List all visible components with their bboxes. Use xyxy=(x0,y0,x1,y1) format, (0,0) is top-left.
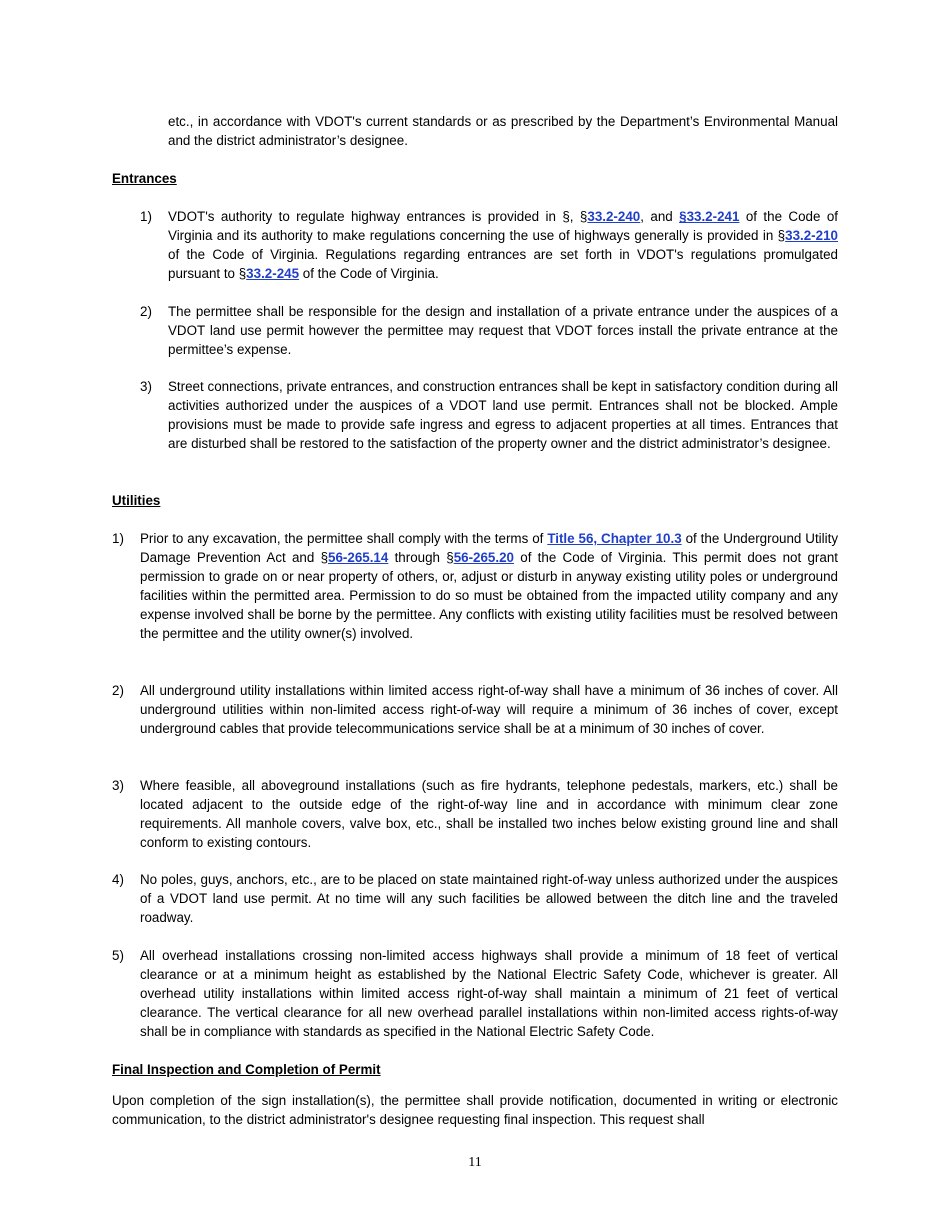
utilities-item-1: Prior to any excavation, the permittee shall comply with the terms of Title 56, Chapter 10.3 of the Underground Utility Damage Prevention Act and §56-265.14 through §56-265.20 of the Code of Virginia. This permit does not grant permission to grade on or near property of others, or, adjust or disturb in anyway existing utility poles or underground facilities within the permitted area. Permission to do so must be obtained from the impacted utility company and any expense involved shall be borne by the permittee. Any conflicts with existing utility facilities must be resolved between the permittee and the utility owner(s) involved. xyxy=(140,531,839,641)
code-link-56-265-20[interactable]: 56-265.20 xyxy=(453,550,514,565)
utilities-item-2-number: 2) xyxy=(112,683,124,698)
entrances-item-2-number: 2) xyxy=(140,304,152,319)
entrances-item-3-number: 3) xyxy=(140,379,152,394)
utilities-item-3-number: 3) xyxy=(112,778,124,793)
code-link-33-2-241[interactable]: §33.2-241 xyxy=(679,209,740,224)
code-link-33-2-245[interactable]: 33.2-245 xyxy=(246,266,300,281)
final-inspection-paragraph: Upon completion of the sign installation(s), the permittee shall provide notification, documented in writing or electronic communication, to the district administrator's designee requesting final inspection. This request shall xyxy=(112,1093,838,1127)
code-link-title-56-chapter-10-3[interactable]: Title 56, Chapter 10.3 xyxy=(547,531,682,546)
page-number: 11 xyxy=(468,1155,482,1170)
entrances-item-2: The permittee shall be responsible for the design and installation of a private entrance under the auspices of a VDOT land use permit however the permittee may request that VDOT forces install the private entrance at the permittee’s expense. xyxy=(168,304,838,357)
utilities-item-2: All underground utility installations within limited access right-of-way shall have a minimum of 36 inches of cover. All underground utilities within non-limited access right-of-way will require a minimum of 36 inches of cover, except underground cables that provide telecommunications service shall be at a minimum of 30 inches of cover. xyxy=(140,683,838,736)
code-link-33-2-210[interactable]: 33.2-210 xyxy=(785,228,838,243)
utilities-item-3: Where feasible, all aboveground installations (such as fire hydrants, telephone pedestals, markers, etc.) shall be located adjacent to the outside edge of the right-of-way line and in accordance with minimum clear zone requirements. All manhole covers, valve box, etc., shall be installed two inches below existing ground line and shall conform to existing contours. xyxy=(140,778,838,850)
utilities-item-1-number: 1) xyxy=(112,531,124,546)
entrances-heading: Entrances xyxy=(112,171,177,186)
utilities-item-4: No poles, guys, anchors, etc., are to be placed on state maintained right-of-way unless authorized under the auspices of a VDOT land use permit. At no time will any such facilities be allowed between the ditch line and the traveled roadway. xyxy=(140,872,838,925)
entrances-item-1-number: 1) xyxy=(140,209,152,224)
utilities-item-4-number: 4) xyxy=(112,872,124,887)
entrances-item-1: VDOT's authority to regulate highway entrances is provided in §, §33.2-240, and §33.2-241 of the Code of Virginia and its authority to make regulations concerning the use of highways generally is provided in §33.2-210 of the Code of Virginia. Regulations regarding entrances are set forth in VDOT's regulations promulgated pursuant to §33.2-245 of the Code of Virginia. xyxy=(168,209,838,281)
code-link-56-265-14[interactable]: 56-265.14 xyxy=(328,550,389,565)
intro-paragraph: etc., in accordance with VDOT's current standards or as prescribed by the Department’s Environmental Manual and the district administrator’s designee. xyxy=(168,114,838,148)
utilities-item-5: All overhead installations crossing non-limited access highways shall provide a minimum of 18 feet of vertical clearance or at a minimum height as established by the National Electric Safety Code, whichever is greater. All overhead utility installations within limited access right-of-way shall maintain a minimum of 21 feet of vertical clearance. The vertical clearance for all new overhead parallel installations within non-limited access rights-of-way shall be in compliance with standards as specified in the National Electric Safety Code. xyxy=(140,948,838,1039)
utilities-item-5-number: 5) xyxy=(112,948,124,963)
entrances-item-3: Street connections, private entrances, and construction entrances shall be kept in satisfactory condition during all activities authorized under the auspices of a VDOT land use permit. Entrances shall not be blocked. Ample provisions must be made to provide safe ingress and egress to adjacent properties at all times. Entrances that are disturbed shall be restored to the satisfaction of the property owner and the district administrator’s designee. xyxy=(168,379,838,451)
final-inspection-heading: Final Inspection and Completion of Permit xyxy=(112,1062,381,1077)
utilities-heading: Utilities xyxy=(112,493,161,508)
code-link-33-2-240[interactable]: 33.2-240 xyxy=(587,209,641,224)
